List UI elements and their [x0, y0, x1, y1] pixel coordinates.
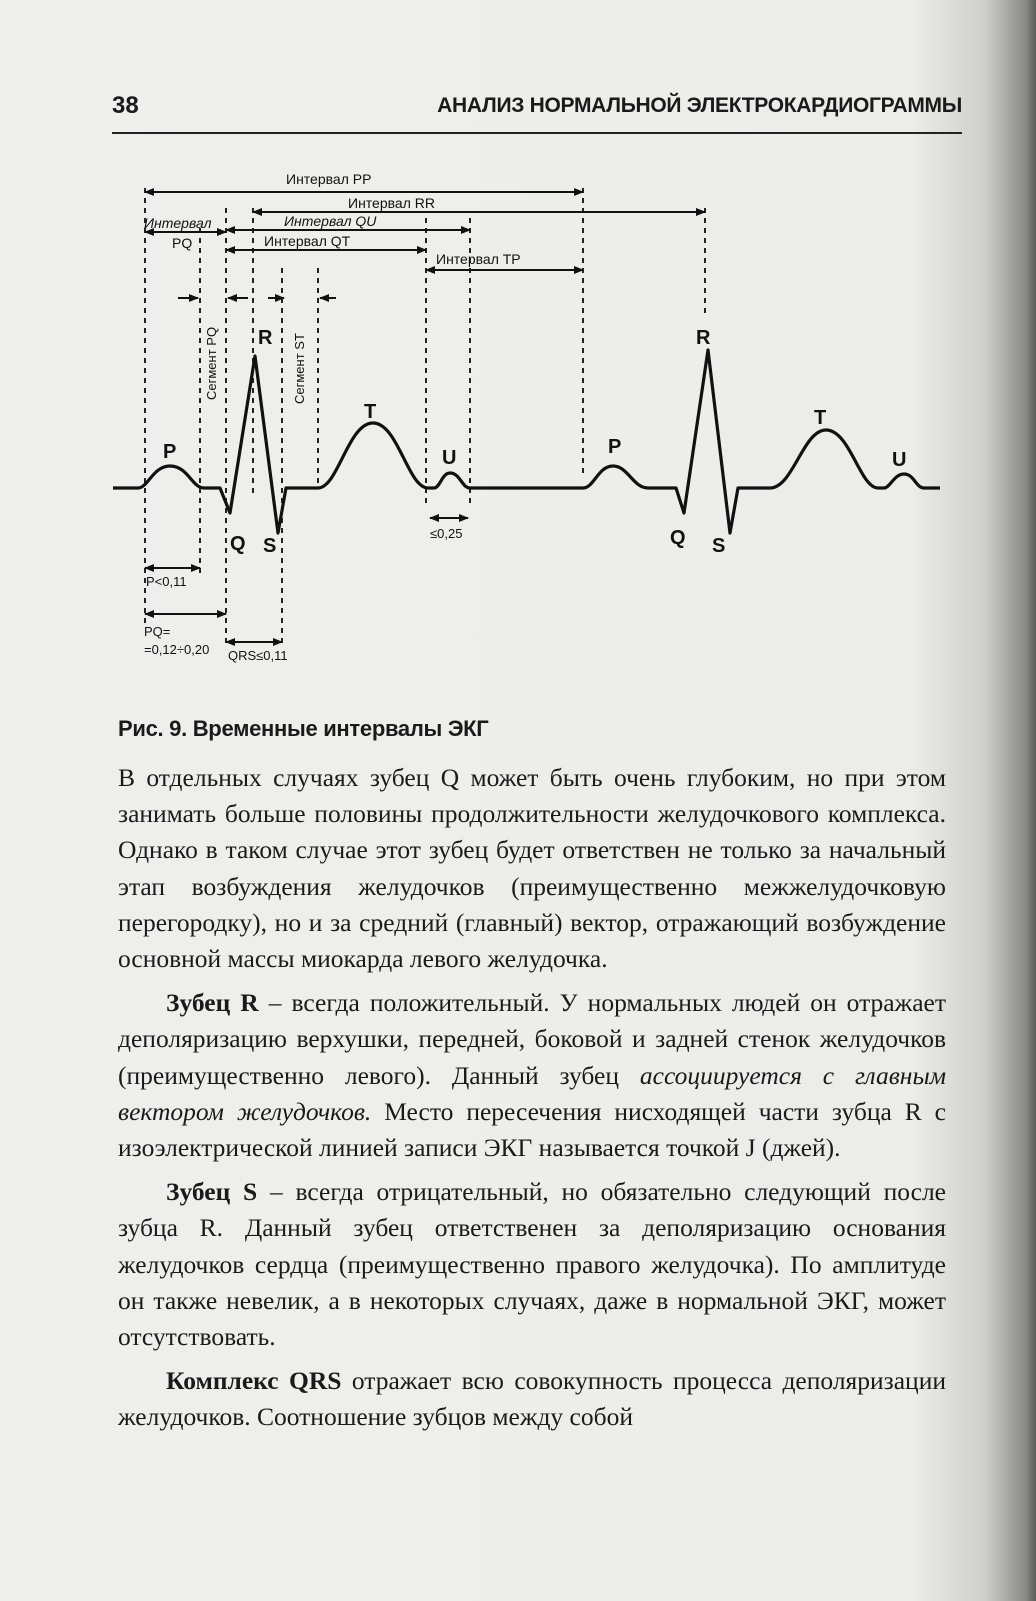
term-s-wave: Зубец S: [166, 1177, 258, 1207]
body-text: [118, 760, 946, 1444]
label-wave-u1: U: [442, 447, 457, 469]
term-r-wave: Зубец R: [166, 988, 259, 1018]
label-interval-pq-1: Интервал: [144, 215, 212, 231]
label-interval-qu: Интервал QU: [284, 213, 377, 229]
label-interval-rr: Интервал RR: [348, 195, 435, 211]
label-p-duration: P<0,11: [146, 574, 187, 589]
page-header: [112, 92, 962, 134]
label-interval-pq-2: PQ: [172, 235, 193, 251]
label-wave-t1: T: [364, 401, 377, 423]
guide-lines: [145, 188, 705, 648]
label-wave-s2: S: [712, 535, 726, 557]
paragraph-s-wave: [118, 1174, 946, 1355]
paragraph-r-wave: [118, 985, 946, 1166]
label-segment-pq: Сегмент PQ: [204, 326, 219, 400]
label-wave-p1: P: [163, 441, 177, 463]
label-segment-st: Сегмент ST: [292, 333, 307, 404]
paragraph-qrs: [118, 1363, 946, 1435]
r-wave-text: – всегда положительный. У нормальных людей он отражает деполяризацию верхушки, передней, боковой и задней стенок желудочков (преимущественно левого). Данный зубец: [118, 988, 946, 1090]
s-wave-text: – всегда отрицательный, но обязательно следующий после зубца R. Данный зубец ответственен за деполяризацию основания желудочков сердца (преимущественно правого желудочка). По амплитуде он также невелик, а в некоторых случаях, даже в нормальной ЭКГ, может отсутствовать.: [118, 1177, 946, 1352]
running-title: АНАЛИЗ НОРМАЛЬНОЙ ЭЛЕКТРОКАРДИОГРАММЫ: [437, 94, 962, 117]
page-number: 38: [112, 92, 139, 119]
label-interval-pp: Интервал PP: [286, 171, 372, 187]
label-interval-tp: Интервал TP: [436, 251, 521, 267]
ecg-diagram: [108, 168, 968, 688]
term-qrs: Комплекс QRS: [166, 1366, 342, 1396]
r-wave-tail: Место пересечения нисходящей части зубца R с изоэлектрической линией записи ЭКГ называется точкой J (джей).: [118, 1096, 946, 1163]
label-wave-t2: T: [814, 407, 827, 429]
wave-labels: [163, 327, 906, 557]
label-wave-q1: Q: [230, 533, 246, 555]
ecg-trace: [113, 350, 940, 533]
label-qrs-duration: QRS≤0,11: [228, 648, 288, 663]
label-u-duration: ≤0,25: [430, 526, 463, 541]
label-wave-s1: S: [263, 535, 277, 557]
qrs-text: отражает всю совокупность процесса деполяризации желудочков. Соотношение зубцов между собой: [118, 1366, 946, 1432]
label-interval-qt: Интервал QT: [264, 233, 351, 249]
ecg-figure: [108, 168, 968, 688]
figure-caption: Рис. 9. Временные интервалы ЭКГ: [118, 716, 489, 741]
r-wave-italic: ассоциируется с главным вектором желудочков.: [118, 1060, 946, 1126]
duration-labels: [144, 526, 462, 663]
label-wave-r2: R: [696, 327, 711, 349]
label-pq-duration-2: =0,12÷0,20: [144, 642, 210, 657]
label-wave-p2: P: [608, 436, 622, 458]
label-wave-r1: R: [258, 327, 273, 349]
label-wave-u2: U: [892, 449, 907, 471]
paragraph-q-wave: В отдельных случаях зубец Q может быть очень глубоким, но при этом занимать больше половины продолжительности желудочкового комплекса. Однако в таком случае этот зубец будет ответствен не только за начальный этап возбуждения желудочков (преимущественно межжелудочковую перегородку), но и за средний (главный) вектор, отражающий возбуждение основной массы миокарда левого желудочка.: [118, 763, 946, 974]
label-pq-duration-1: PQ=: [144, 624, 171, 639]
label-wave-q2: Q: [670, 527, 686, 549]
